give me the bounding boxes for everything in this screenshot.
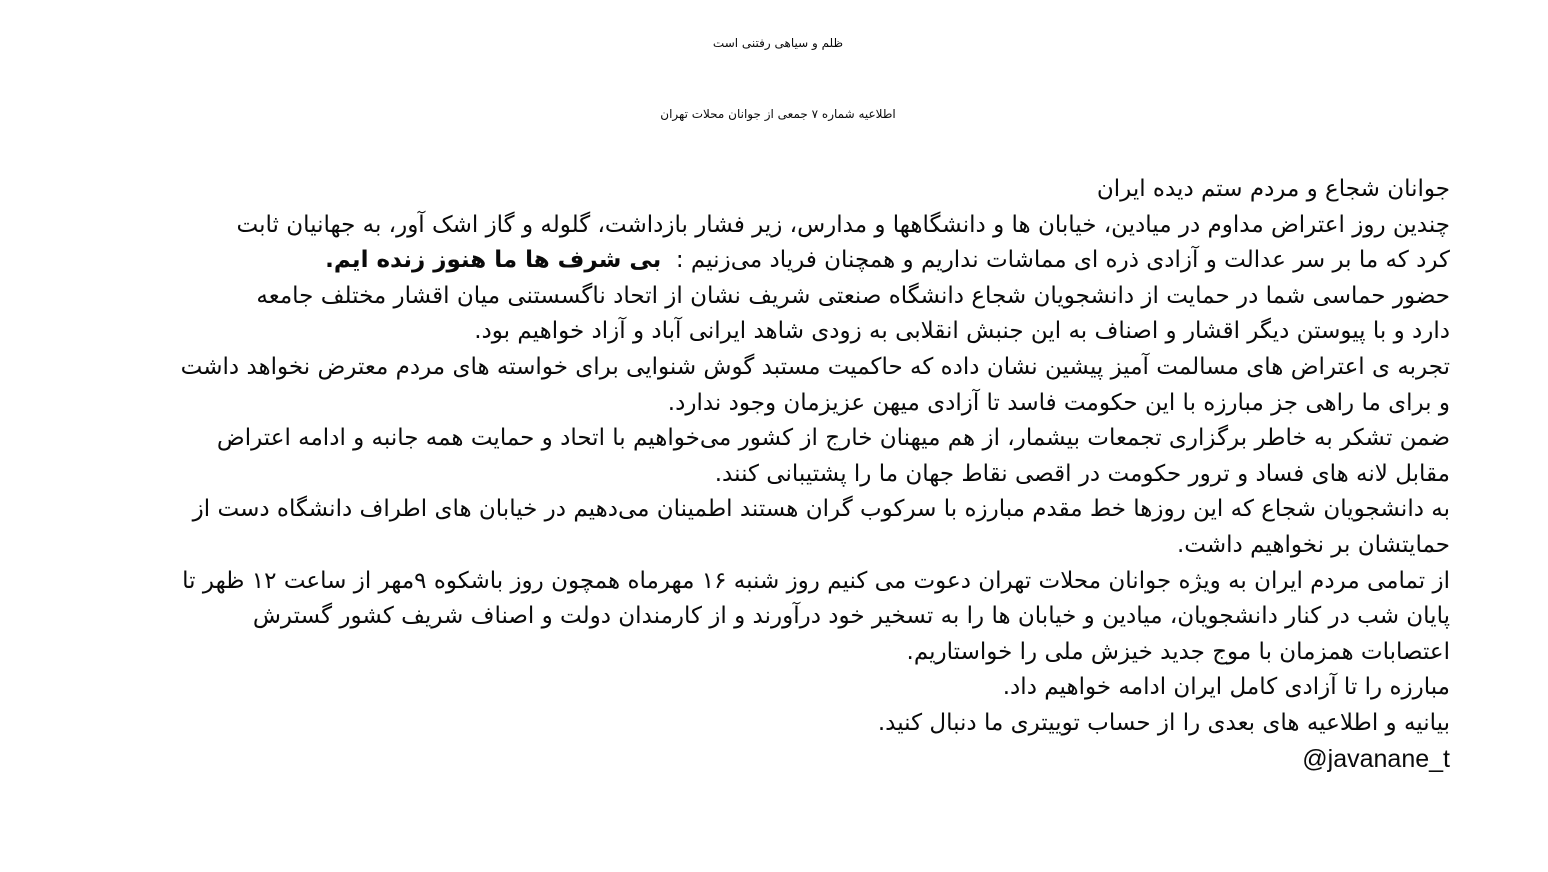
paragraph-line: مقابل لانه های فساد و ترور حکومت در اقصی نقاط جهان ما را پشتیبانی کنند. bbox=[714, 460, 1450, 487]
paragraph-line: اعتصابات همزمان با موج جدید خیزش ملی را خواستاریم. bbox=[906, 638, 1450, 665]
paragraph-line: مبارزه را تا آزادی کامل ایران ادامه خواهیم داد. bbox=[1002, 674, 1450, 701]
slogan-heading: ظلم و سیاهی رفتنی است bbox=[712, 36, 844, 50]
paragraph-line: پایان شب در کنار دانشجویان، میادین و خیابان ها را به تسخیر خود درآورند و از کارمندان دولت و اصناف شریف کشور گسترش bbox=[252, 603, 1450, 630]
twitter-handle: @javanane_t bbox=[1302, 744, 1450, 773]
paragraph-line: حمایتشان بر نخواهیم داشت. bbox=[1176, 531, 1450, 558]
paragraph-text: کرد که ما بر سر عدالت و آزادی ذره ای مماشات نداریم و همچنان فریاد می‌زنیم : bbox=[675, 247, 1450, 274]
paragraph-line: به دانشجویان شجاع که این روزها خط مقدم مبارزه با سرکوب گران هستند اطمینان می‌دهیم در خیابان های اطراف دانشگاه دست از bbox=[192, 496, 1450, 523]
paragraph-line bbox=[100, 243, 1450, 279]
bold-slogan: بی شرف ها ما هنوز زنده ایم. bbox=[325, 247, 662, 274]
paragraph-line: دارد و با پیوستن دیگر اقشار و اصناف به این جنبش انقلابی به زودی شاهد ایرانی آباد و آزاد خواهیم بود. bbox=[474, 318, 1450, 345]
paragraph-line: چندین روز اعتراض مداوم در میادین، خیابان ها و دانشگاهها و مدارس، زیر فشار بازداشت، گلوله و گاز اشک آور، به جهانیان ثابت bbox=[236, 211, 1450, 238]
paragraph-line: ضمن تشکر به خاطر برگزاری تجمعات بیشمار، از هم میهنان خارج از کشور می‌خواهیم با اتحاد و حمایت همه جانبه و ادامه اعتراض bbox=[216, 425, 1450, 452]
paragraph-line: بیانیه و اطلاعیه های بعدی را از حساب توییتری ما دنبال کنید. bbox=[877, 709, 1450, 736]
greeting-line: جوانان شجاع و مردم ستم دیده ایران bbox=[1096, 176, 1450, 202]
paragraph-line: حضور حماسی شما در حمایت از دانشجویان شجاع دانشگاه صنعتی شریف نشان از اتحاد ناگسستنی میان اقشار مختلف جامعه bbox=[256, 282, 1450, 309]
announcement-body bbox=[100, 172, 1450, 777]
announcement-title: اطلاعیه شماره ۷ جمعی از جوانان محلات تهران bbox=[660, 107, 896, 121]
paragraph-line: تجربه ی اعتراض های مسالمت آمیز پیشین نشان داده که حاکمیت مستبد گوش شنوایی برای خواسته های مردم معترض نخواهد داشت bbox=[180, 353, 1450, 380]
paragraph-line: و برای ما راهی جز مبارزه با این حکومت فاسد تا آزادی میهن عزیزمان وجود ندارد. bbox=[667, 389, 1450, 416]
paragraph-line: از تمامی مردم ایران به ویژه جوانان محلات تهران دعوت می کنیم روز شنبه ۱۶ مهرماه همچون روز باشکوه ۹مهر از ساعت ۱۲ ظهر تا bbox=[182, 567, 1450, 594]
